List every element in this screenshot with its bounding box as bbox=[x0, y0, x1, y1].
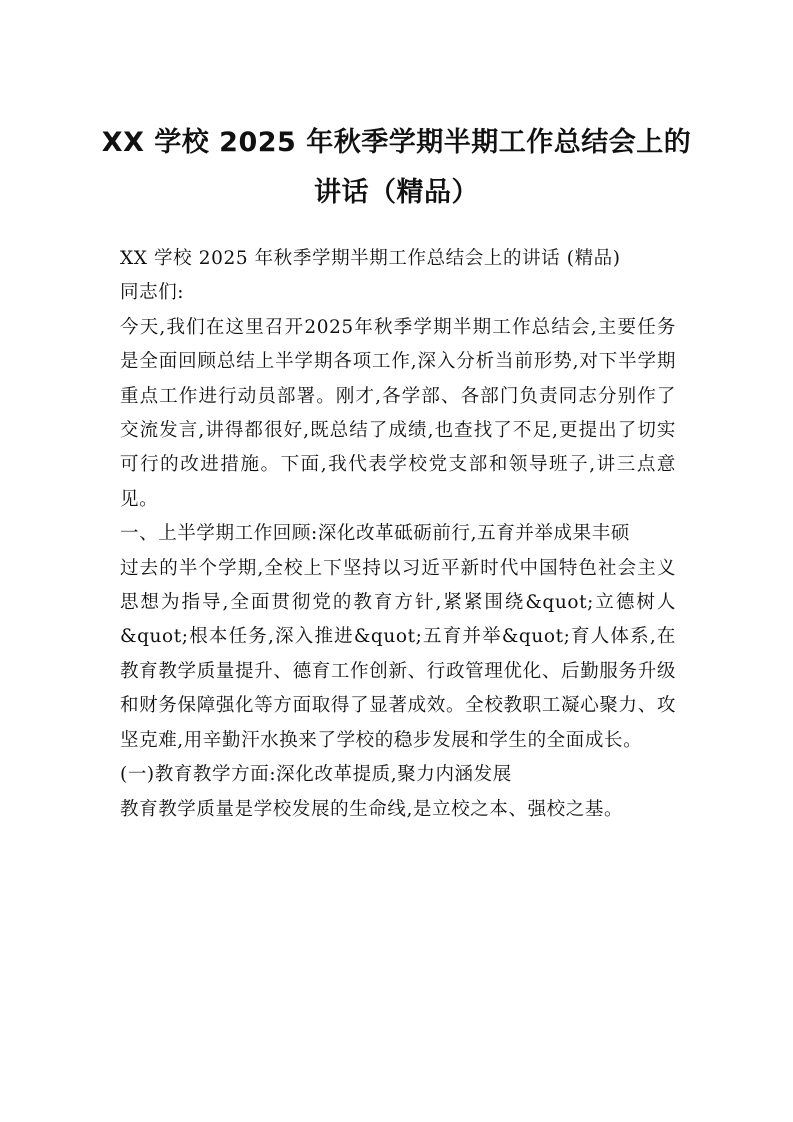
review-paragraph: 过去的半个学期,全校上下坚持以习近平新时代中国特色社会主义思想为指导,全面贯彻党的教育方针,紧紧围绕&quot;立德树人&quot;根本任务,深入推进&quot;五育并举&quot;育人体系,在教育教学质量提升、德育工作创新、行政管理优化、后勤服务升级和财务保障强化等方面取得了显著成效。全校教职工凝心聚力、攻坚克难,用辛勤汗水换来了学校的稳步发展和学生的全面成长。 bbox=[120, 557, 676, 751]
intro-paragraph: 今天,我们在这里召开2025年秋季学期半期工作总结会,主要任务是全面回顾总结上半学期各项工作,深入分析当前形势,对下半学期重点工作进行动员部署。刚才,各学部、各部门负责同志分别作了交流发言,讲得都很好,既总结了成绩,也查找了不足,更提出了切实可行的改进措施。下面,我代表学校党支部和领导班子,讲三点意见。 bbox=[120, 316, 676, 510]
subtitle-paragraph: XX 学校 2025 年秋季学期半期工作总结会上的讲话 (精品) bbox=[120, 248, 621, 269]
teaching-paragraph: 教育教学质量是学校发展的生命线,是立校之本、强校之基。 bbox=[120, 798, 624, 820]
document-title: XX 学校 2025 年秋季学期半期工作总结会上的讲话（精品） bbox=[101, 127, 692, 208]
section-heading: 一、上半学期工作回顾:深化改革砥砺前行,五育并举成果丰硕 bbox=[120, 523, 630, 545]
subsection-heading: (一)教育教学方面:深化改革提质,聚力内涵发展 bbox=[120, 764, 512, 786]
document-body bbox=[120, 242, 676, 827]
salutation-paragraph: 同志们: bbox=[120, 282, 185, 304]
